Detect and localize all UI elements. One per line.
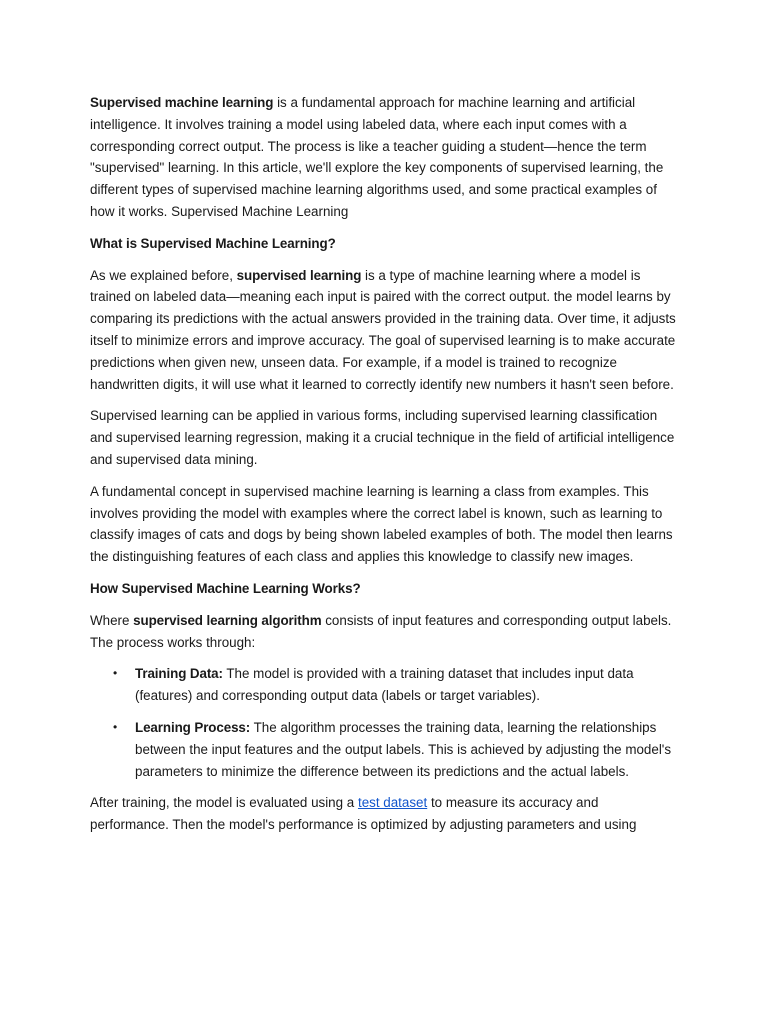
algorithm-text-before: Where: [90, 612, 134, 628]
intro-paragraph: [90, 92, 678, 223]
definition-bold-term: supervised learning: [236, 267, 362, 283]
algorithm-bold-term: supervised learning algorithm: [133, 612, 322, 628]
applications-paragraph: Supervised learning can be applied in various forms, including supervised learning classification and supervised learning regression, making it a crucial technique in the field of artificial intelligence and supervised data mining.: [90, 408, 675, 467]
process-list: [90, 663, 678, 782]
list-item-training-data: [113, 663, 678, 707]
heading-how-works: How Supervised Machine Learning Works?: [90, 580, 361, 596]
intro-bold-term: Supervised machine learning: [90, 95, 274, 110]
list-item-learning-process: [113, 717, 678, 782]
list-item-term: Learning Process:: [135, 719, 251, 735]
heading-what-is: What is Supervised Machine Learning?: [90, 235, 336, 251]
class-concept-paragraph: A fundamental concept in supervised machine learning is learning a class from examples. This involves providing the model with examples where the correct label is known, such as learning to classify images of cats and dogs by being shown labeled examples of both. The model then learns the distinguishing features of each class and applies this knowledge to classify new images.: [90, 483, 673, 565]
definition-paragraph: [90, 265, 678, 396]
algorithm-paragraph: [90, 610, 678, 654]
list-item-text: The algorithm processes the training data, learning the relationships between the input features and the output labels. This is achieved by adjusting the model's parameters to minimize the difference between its predictions and the actual labels.: [135, 719, 672, 779]
evaluation-text-after: to measure its accuracy and performance. Then the model's performance is optimized by adjusting parameters and using: [90, 795, 637, 833]
list-item-text: The model is provided with a training dataset that includes input data (features) and corresponding output data (labels or target variables).: [135, 666, 634, 704]
algorithm-text-after: consists of input features and corresponding output labels. The process works through:: [90, 612, 672, 650]
definition-text-after: is a type of machine learning where a model is trained on labeled data—meaning each input is paired with the correct output. the model learns by comparing its predictions with the actual answers provided in the training data. Over time, it adjusts itself to minimize errors and improve accuracy. The goal of supervised learning is to make accurate predictions when given new, unseen data. For example, if a model is trained to recognize handwritten digits, it will use what it learned to correctly identify new numbers it hasn't seen before.: [90, 267, 676, 392]
intro-text: is a fundamental approach for machine learning and artificial intelligence. It involves training a model using labeled data, where each input comes with a corresponding correct output. The process is like a teacher guiding a student—hence the term "supervised" learning. In this article, we'll explore the key components of supervised learning, the different types of supervised machine learning algorithms used, and some practical examples of how it works. Supervised Machine Learning: [90, 95, 664, 219]
bullet-icon: •: [113, 719, 118, 734]
list-item-term: Training Data:: [135, 666, 223, 682]
evaluation-text-before: After training, the model is evaluated using a: [90, 795, 358, 811]
bullet-icon: •: [113, 666, 118, 681]
definition-text-before: As we explained before,: [90, 267, 237, 283]
evaluation-paragraph: [90, 792, 678, 836]
test-dataset-link[interactable]: test dataset: [357, 795, 428, 811]
